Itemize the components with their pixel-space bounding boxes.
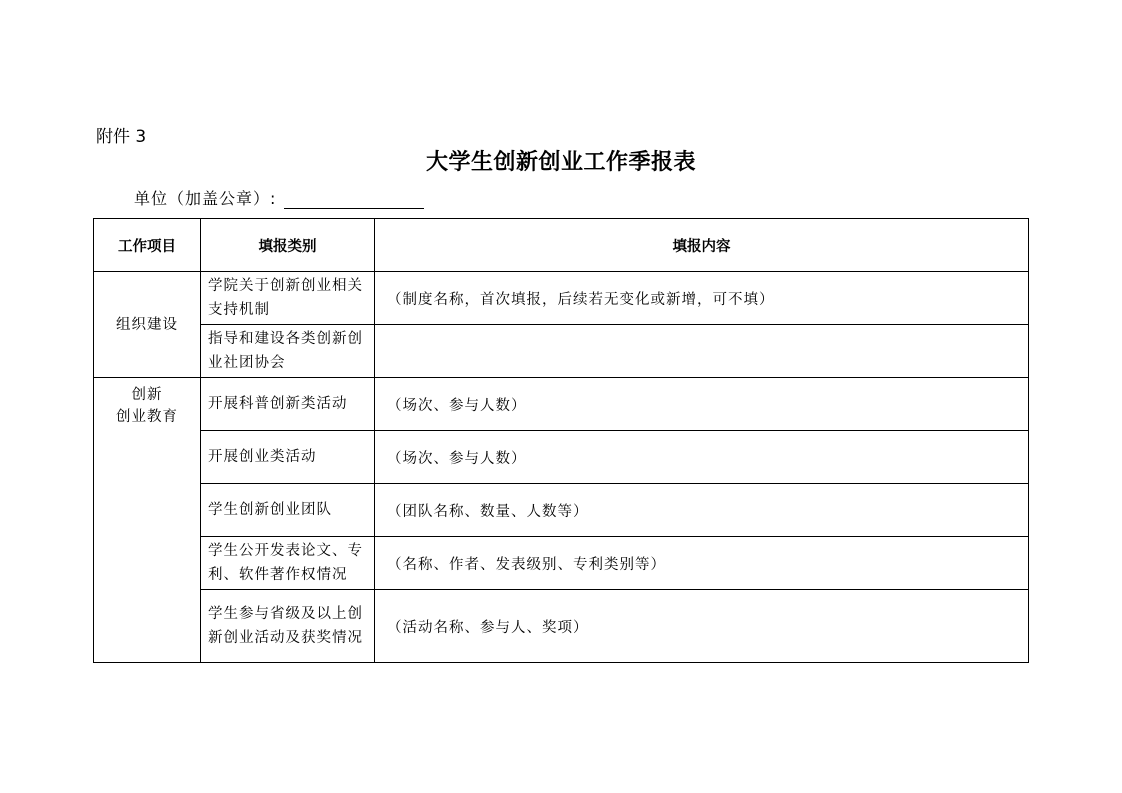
report-table	[93, 218, 1029, 663]
table-header-row	[94, 219, 1029, 272]
table-row	[94, 431, 1029, 484]
category-cell: 学生参与省级及以上创新创业活动及获奖情况	[201, 590, 375, 663]
attachment-label: 附件 3	[96, 127, 147, 147]
table-row	[94, 325, 1029, 378]
header-category: 填报类别	[201, 219, 375, 272]
category-cell: 开展科普创新类活动	[201, 378, 375, 431]
unit-seal-blank	[284, 190, 424, 209]
content-cell: （场次、参与人数）	[375, 378, 1029, 431]
content-cell: （制度名称，首次填报，后续若无变化或新增，可不填）	[375, 272, 1029, 325]
project-cell-org	[94, 272, 201, 378]
table-row	[94, 537, 1029, 590]
category-cell: 开展创业类活动	[201, 431, 375, 484]
project-label-org: 组织建设	[116, 316, 178, 333]
table-row	[94, 272, 1029, 325]
page-title: 大学生创新创业工作季报表	[425, 149, 696, 175]
content-cell: （活动名称、参与人、奖项）	[375, 590, 1029, 663]
content-cell: （场次、参与人数）	[375, 431, 1029, 484]
content-cell: （团队名称、数量、人数等）	[375, 484, 1029, 537]
category-cell: 学院关于创新创业相关支持机制	[201, 272, 375, 325]
content-cell: （名称、作者、发表级别、专利类别等）	[375, 537, 1029, 590]
unit-line	[134, 186, 424, 209]
table-row	[94, 484, 1029, 537]
project-label-edu-line2: 创业教育	[116, 409, 178, 425]
category-cell: 学生公开发表论文、专利、软件著作权情况	[201, 537, 375, 590]
category-cell: 指导和建设各类创新创业社团协会	[201, 325, 375, 378]
project-cell-edu	[94, 378, 201, 663]
project-label-edu-line1: 创新	[131, 387, 163, 403]
unit-label: 单位（加盖公章）:	[134, 189, 277, 208]
table-row	[94, 590, 1029, 663]
content-cell	[375, 325, 1029, 378]
category-cell: 学生创新创业团队	[201, 484, 375, 537]
header-project: 工作项目	[94, 219, 201, 272]
table-row	[94, 378, 1029, 431]
header-content: 填报内容	[375, 219, 1029, 272]
